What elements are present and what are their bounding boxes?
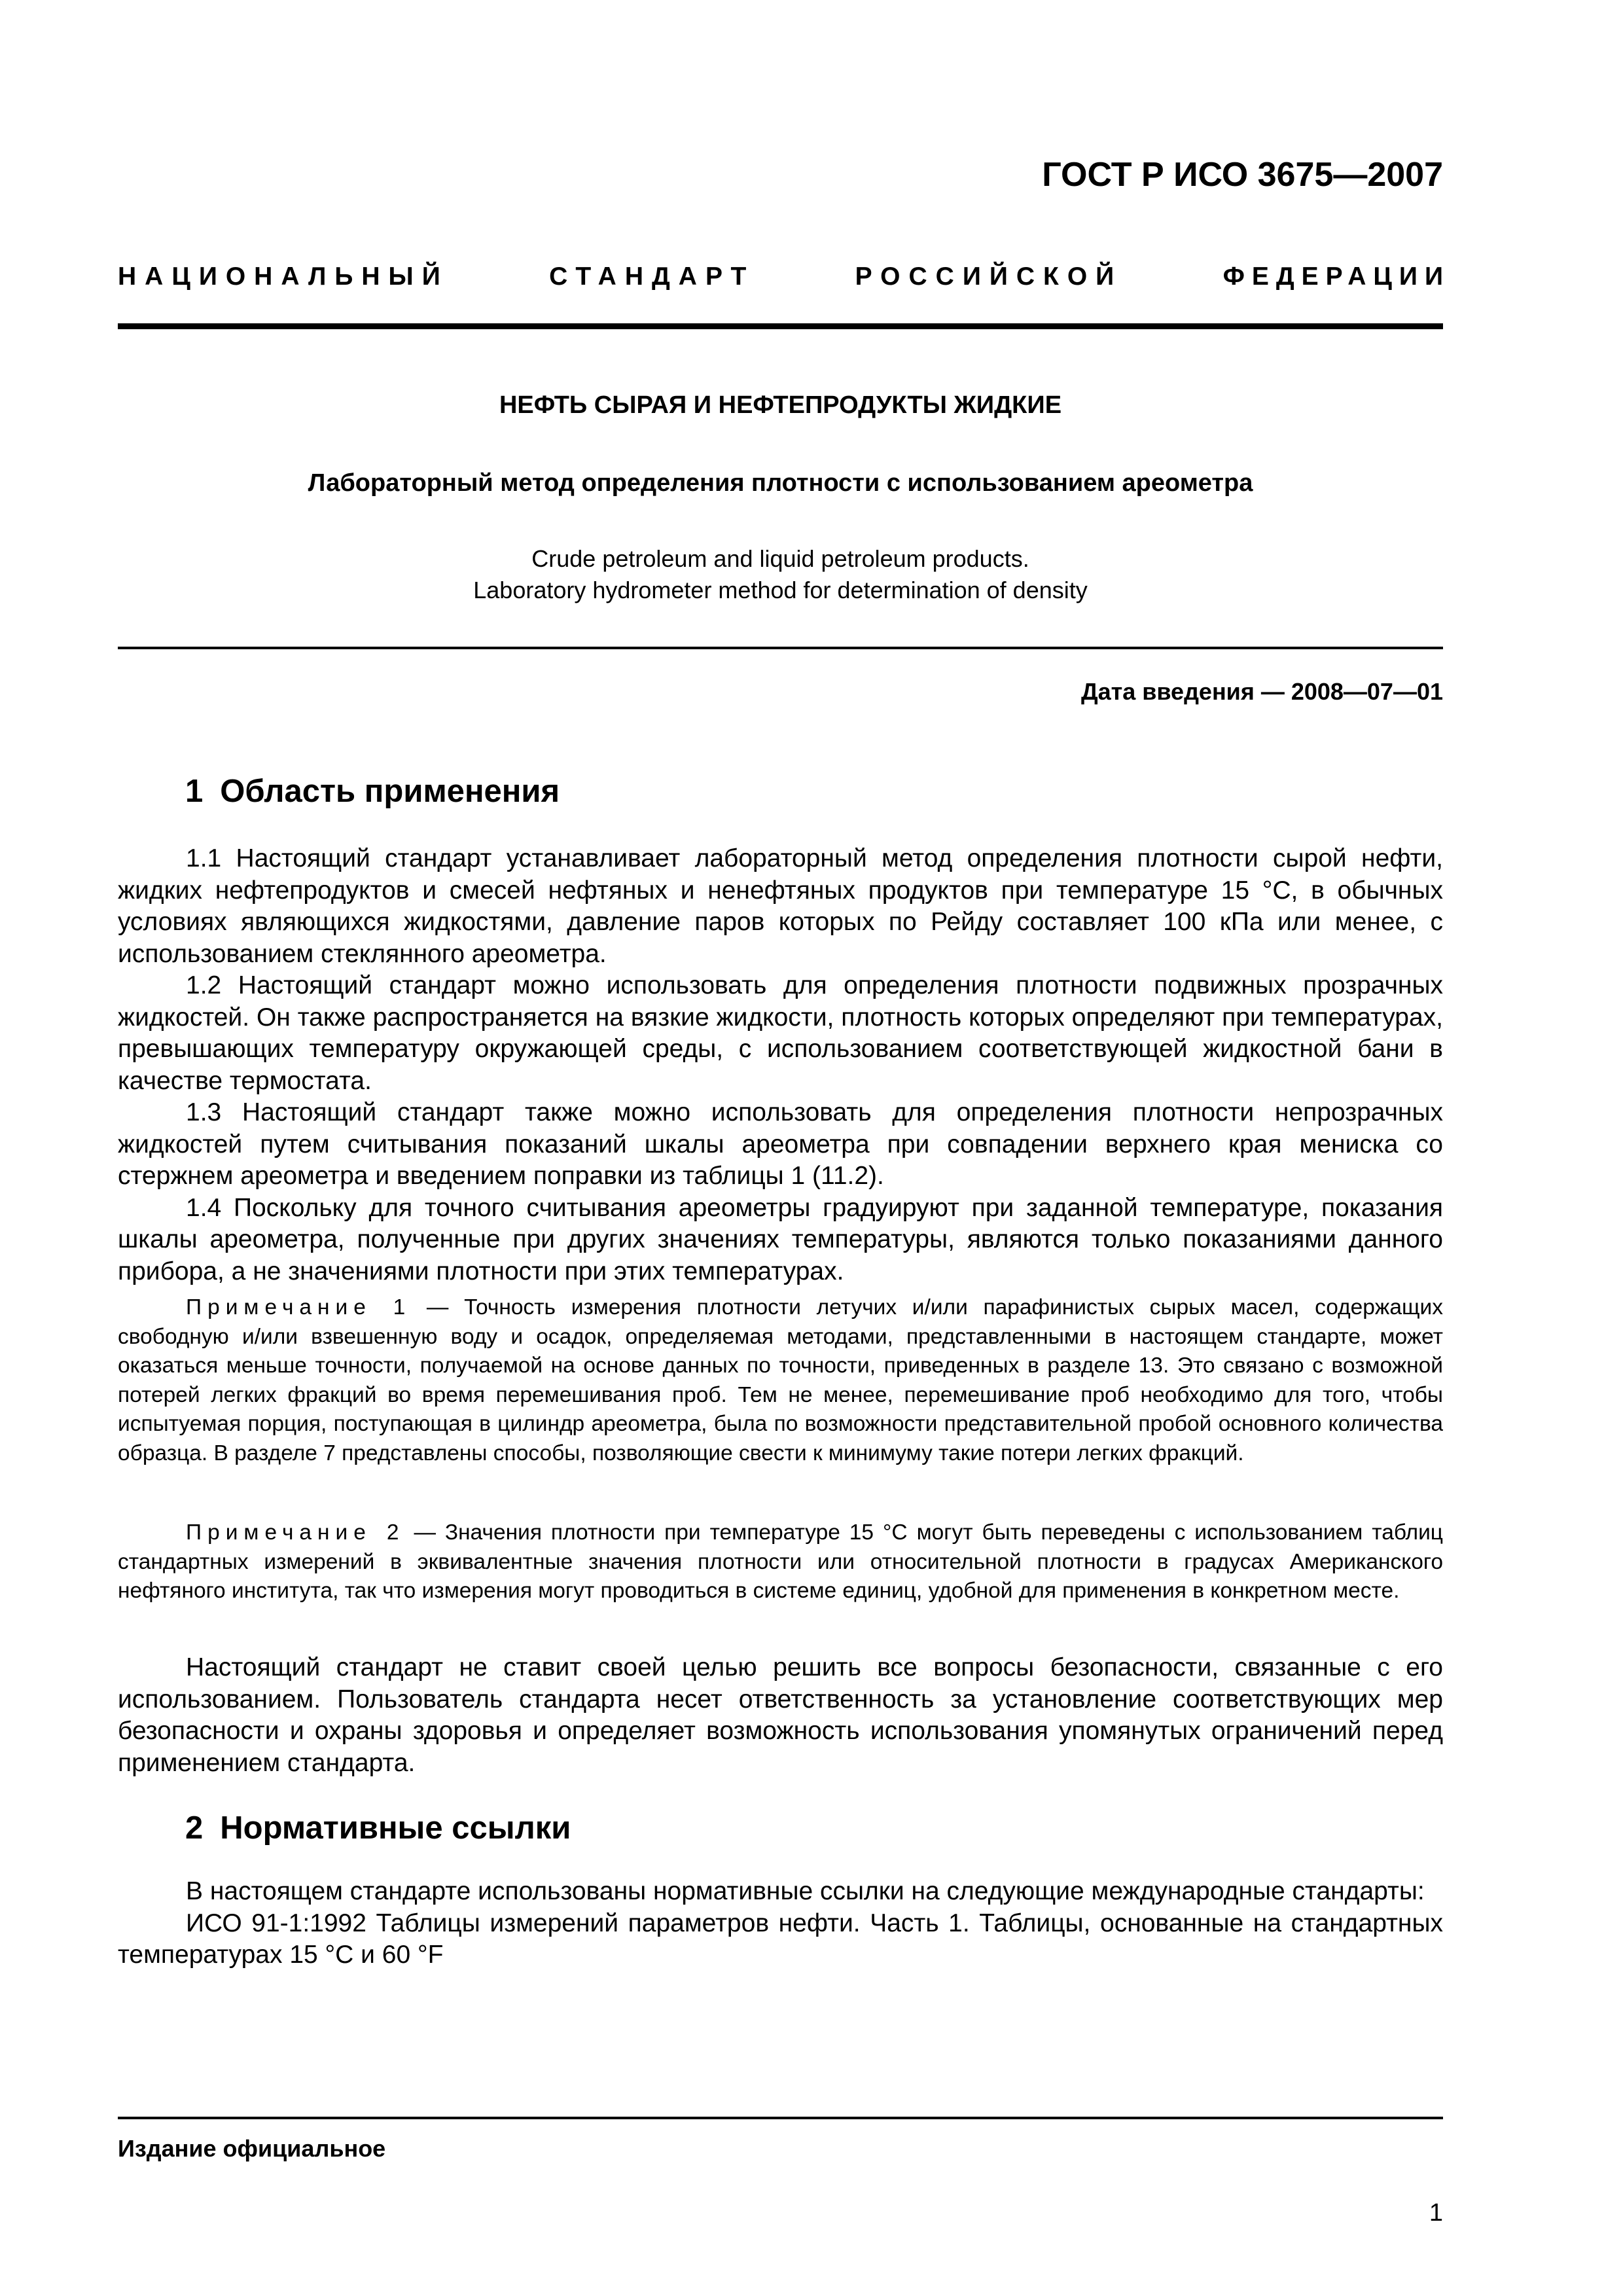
note-text: — Значения плотности при температуре 15 °С могут быть переведены с использованием таблиц стандартных измерений в эквивалентные значения плотности или относительной плотности в градусах Американского нефтяного института, так что измерения могут проводиться в системе единиц, удобной для применения в конкретном месте. [118,1520,1443,1603]
english-title-line: Crude petroleum and liquid petroleum products. [531,545,1029,572]
section-body [118,843,1443,1287]
standard-code: ГОСТ Р ИСО 3675—2007 [1042,156,1443,194]
paragraph: ИСО 91-1:1992 Таблицы измерений параметров нефти. Часть 1. Таблицы, основанные на стандартных температурах 15 °С и 60 °F [118,1909,1443,1969]
section-title: Нормативные ссылки [220,1810,571,1846]
section-body [118,1876,1443,1971]
banner-word: РОССИЙСКОЙ [855,262,1123,291]
section-number: 2 [185,1810,204,1846]
note-label: Примечание 2 [186,1520,405,1545]
paragraph: 1.1 Настоящий стандарт устанавливает лабораторный метод определения плотности сырой нефти, жидких нефтепродуктов и смесей нефтяных и ненефтяных продуктов при температуре 15 °С, в обычных условиях являющихся жидкостями, давление паров которых по Рейду составляет 100 кПа или менее, с использованием стеклянного ареометра. [118,844,1443,968]
safety-statement [118,1652,1443,1779]
paragraph: 1.3 Настоящий стандарт также можно использовать для определения плотности непрозрачных жидкостей путем считывания показаний шкалы ареометра при совпадении верхнего края мениска со стержнем ареометра и введением поправки из таблицы 1 (11.2). [118,1098,1443,1190]
header-divider [118,323,1443,329]
section-number: 1 [185,774,204,809]
note-text: — Точность измерения плотности летучих и/или парафинистых сырых масел, содержащих свободную и/или взвешенную воду и осадок, определяемая методами, представленными в настоящем стандарте, может оказаться меньше точности, получаемой на основе данных по точности, приведенных в разделе 13. Это связано с возможной потерей легких фракций во время перемешивания проб. Тем не менее, перемешивание проб необходимо для того, чтобы испытуемая порция, поступающая в цилиндр ареометра, была по возможности представительной пробой основного количества образца. В разделе 7 представлены способы, позволяющие свести к минимуму такие потери легких фракций. [118,1295,1443,1465]
note-block [118,1293,1443,1468]
note-block [118,1518,1443,1606]
edition-label: Издание официальное [118,2135,386,2162]
page-number: 1 [1429,2199,1443,2227]
paragraph: 1.4 Поскольку для точного считывания ареометры градуируют при заданной температуре, показания шкалы ареометра, полученные при других значениях температуры, являются только показаниями данного прибора, а не значениями плотности при этих температурах. [118,1193,1443,1285]
note [118,1293,1443,1468]
section-heading [185,1809,1442,1848]
paragraph: Настоящий стандарт не ставит своей целью решить все вопросы безопасности, связанные с его использованием. Пользователь стандарта несет ответственность за установление соответствующих мер безопасности и охраны здоровья и определяет возможность использования упомянутых ограничений перед применением стандарта. [118,1653,1443,1777]
banner-word: СТАНДАРТ [549,262,755,291]
english-title-line: Laboratory hydrometer method for determination of density [473,577,1088,603]
introduction-date: Дата введения — 2008—07—01 [1080,678,1443,705]
paragraph: В настоящем стандарте использованы нормативные ссылки на следующие международные стандарты: [186,1877,1425,1905]
document-title: НЕФТЬ СЫРАЯ И НЕФТЕПРОДУКТЫ ЖИДКИЕ [499,391,1062,419]
national-standard-banner [118,262,1450,293]
title-divider [118,647,1443,649]
section-title: Область применения [220,774,560,809]
section-heading [185,772,1442,811]
note [118,1518,1443,1606]
footer-divider [118,2117,1443,2119]
document-subtitle: Лабораторный метод определения плотности с использованием ареометра [308,469,1253,497]
banner-word: НАЦИОНАЛЬНЫЙ [118,262,449,291]
note-label: Примечание 1 [186,1295,412,1319]
english-title [118,543,1443,606]
paragraph: 1.2 Настоящий стандарт можно использовать для определения плотности подвижных прозрачных жидкостей. Он также распространяется на вязкие жидкости, плотность которых определяют при температурах, превышающих температуру окружающей среды, с использованием соответствующей жидкостной бани в качестве термостата. [118,971,1443,1095]
banner-word: ФЕДЕРАЦИИ [1222,262,1450,291]
